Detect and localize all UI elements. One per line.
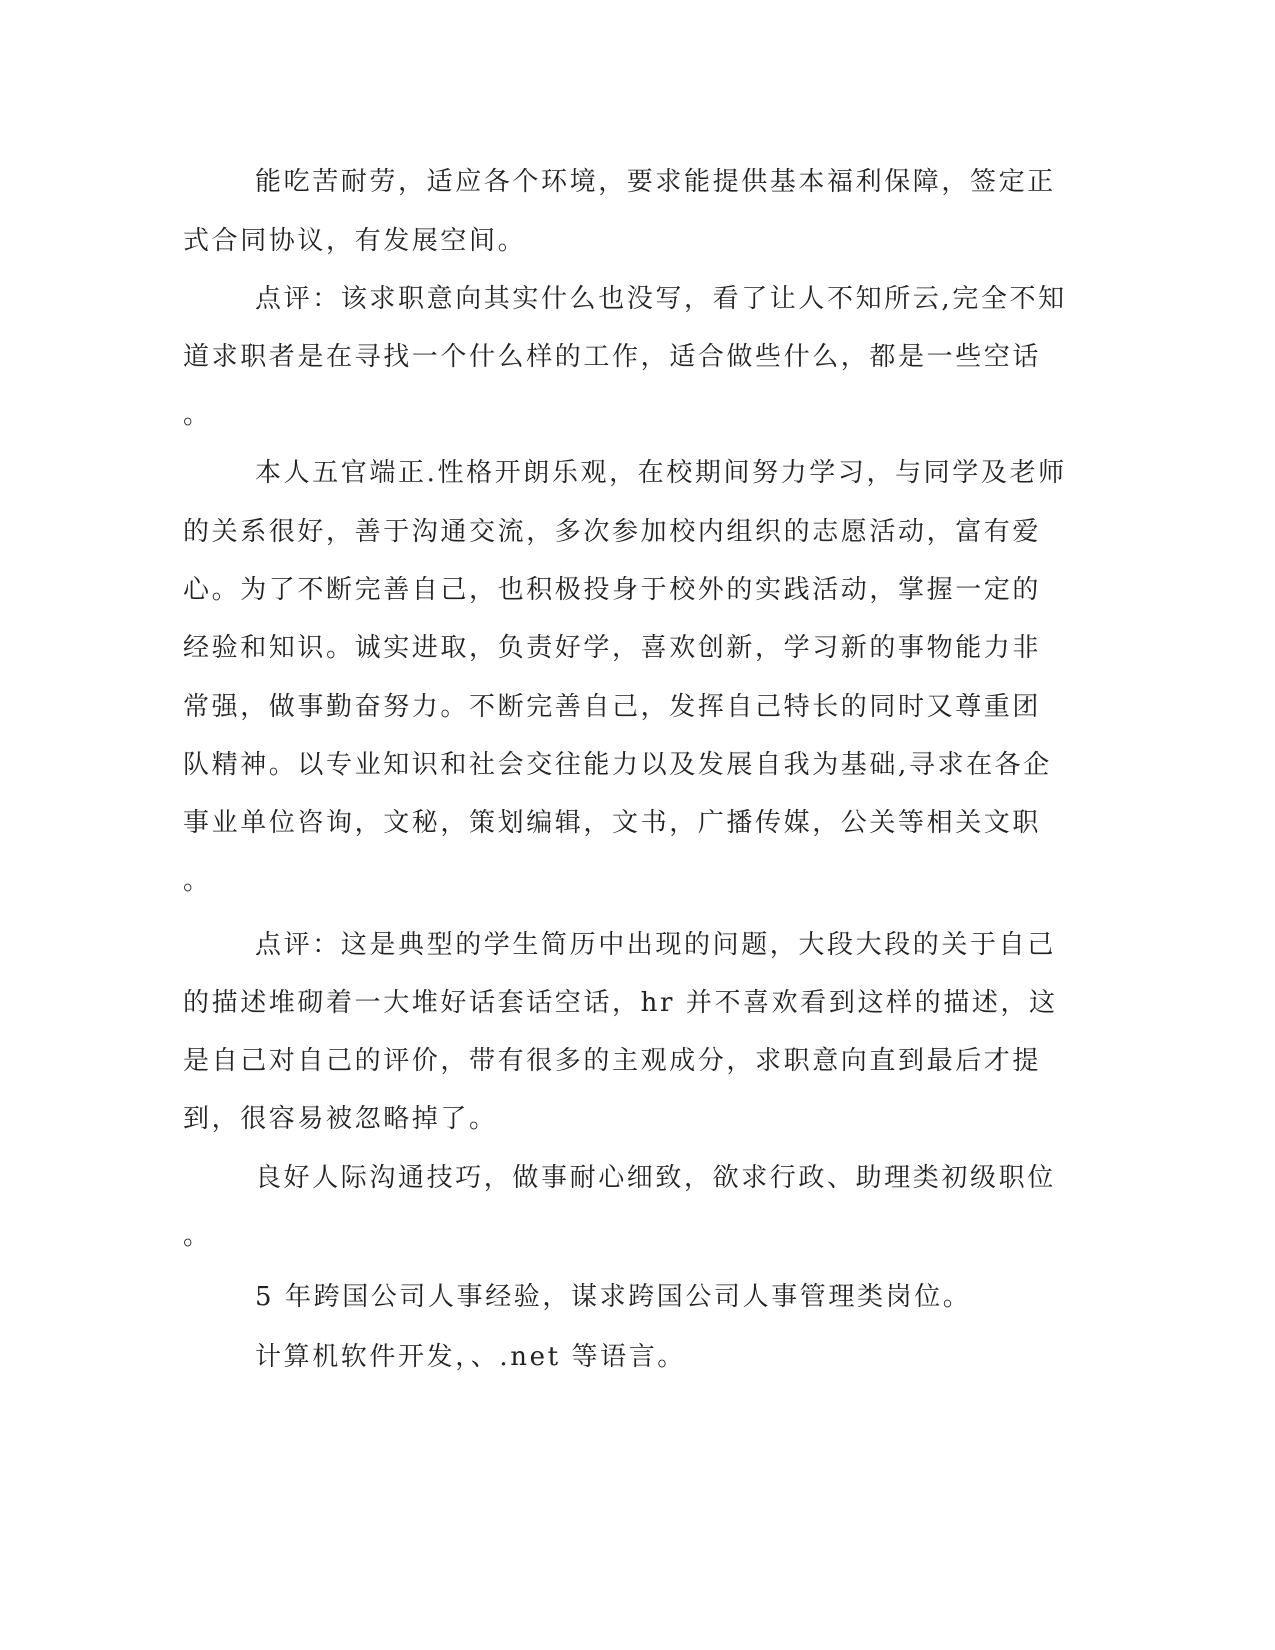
- comment2-line4: 到，很容易被忽略掉了。: [183, 1104, 498, 1134]
- para3-line1: 良好人际沟通技巧，做事耐心细致，欲求行政、助理类初级职位: [255, 1163, 1056, 1193]
- para1-line1: 能吃苦耐劳，适应各个环境，要求能提供基本福利保障，签定正: [255, 167, 1056, 197]
- comment1-line1: 点评：该求职意向其实什么也没写，看了让人不知所云,完全不知: [255, 284, 1067, 314]
- para2-line1: 本人五官端正.性格开朗乐观，在校期间努力学习，与同学及老师: [255, 458, 1067, 488]
- comment2-line3: 是自己对自己的评价，带有很多的主观成分，求职意向直到最后才提: [183, 1046, 1042, 1076]
- para2-line6: 队精神。以专业知识和社会交往能力以及发展自我为基础,寻求在各企: [183, 750, 1052, 780]
- comment1-line2: 道求职者是在寻找一个什么样的工作，适合做些什么，都是一些空话: [183, 342, 1042, 372]
- para1-line2: 式合同协议，有发展空间。: [183, 226, 527, 256]
- para2-line7: 事业单位咨询，文秘，策划编辑，文书，广播传媒，公关等相关文职: [183, 808, 1042, 838]
- para4-line1: 5 年跨国公司人事经验，谋求跨国公司人事管理类岗位。: [255, 1282, 972, 1312]
- para2-line5: 常强，做事勤奋努力。不断完善自己，发挥自己特长的同时又尊重团: [183, 692, 1042, 722]
- para2-line8: 。: [183, 866, 212, 896]
- para5-line1: 计算机软件开发，、.net 等语言。: [255, 1342, 686, 1372]
- comment2-line1: 点评：这是典型的学生简历中出现的问题，大段大段的关于自己: [255, 930, 1056, 960]
- para2-line2: 的关系很好，善于沟通交流，多次参加校内组织的志愿活动，富有爱: [183, 517, 1042, 547]
- comment1-line3: 。: [183, 400, 212, 430]
- para2-line3: 心。为了不断完善自己，也积极投身于校外的实践活动，掌握一定的: [183, 575, 1042, 605]
- comment2-line2: 的描述堆砌着一大堆好话套话空话，hr 并不喜欢看到这样的描述，这: [183, 988, 1058, 1018]
- para3-line2: 。: [183, 1221, 212, 1251]
- para2-line4: 经验和知识。诚实进取，负责好学，喜欢创新，学习新的事物能力非: [183, 633, 1042, 663]
